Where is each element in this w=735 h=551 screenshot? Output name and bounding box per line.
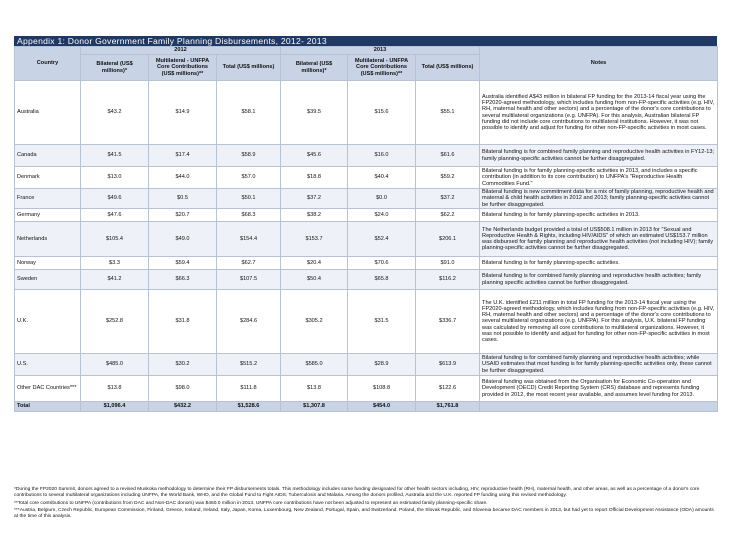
country-cell: Other DAC Countries*** [15, 376, 81, 402]
value-cell: $13.8 [81, 376, 149, 402]
table-row [15, 354, 718, 376]
value-cell: $70.6 [348, 257, 416, 270]
country-cell: Canada [15, 145, 81, 167]
value-cell: $108.8 [348, 376, 416, 402]
footnotes [14, 487, 719, 522]
table-body [15, 81, 718, 412]
country-cell: Total [15, 402, 81, 412]
value-cell: $454.0 [348, 402, 416, 412]
value-cell: $55.1 [416, 81, 480, 145]
value-cell: $57.0 [217, 167, 281, 189]
value-cell: $0.5 [149, 189, 217, 209]
country-cell: U.S. [15, 354, 81, 376]
value-cell: $284.6 [217, 290, 281, 354]
country-cell: Netherlands [15, 222, 81, 257]
footnote-1: *During the FP2020 Summit, donors agreed to a revised Muskoka methodology to determine their FP disbursements totals. This methodology includes some funding designated for other health sectors including, HIV, reproductive health (RH), maternal health, and other areas, as well as a percentage of a donor's core contributions to several multilateral organizations including UNFPA, the World Bank, WHO, and the Global Fund to Fight AIDS, Tuberculosis and Malaria. Among the donors profiled, Australia and the U.K. reported FP funding using this revised methodology. [14, 487, 700, 499]
table-row [15, 81, 718, 145]
country-cell: Denmark [15, 167, 81, 189]
value-cell: $45.6 [281, 145, 348, 167]
value-cell: $62.2 [416, 209, 480, 222]
value-cell: $305.2 [281, 290, 348, 354]
table-row [15, 167, 718, 189]
value-cell: $515.2 [217, 354, 281, 376]
value-cell: $52.4 [348, 222, 416, 257]
notes-cell: Bilateral funding is new commitment data for a mix of family planning, reproductive health and maternal & child health activities in 2012 and 2013; family planning-specific activities cannot be further disaggregated. [480, 189, 718, 209]
table-row [15, 290, 718, 354]
table-row [15, 270, 718, 290]
table-row [15, 222, 718, 257]
value-cell: $1,528.6 [217, 402, 281, 412]
value-cell: $15.6 [348, 81, 416, 145]
table-row [15, 189, 718, 209]
value-cell: $50.1 [217, 189, 281, 209]
value-cell: $68.3 [217, 209, 281, 222]
table-row [15, 376, 718, 402]
value-cell: $58.1 [217, 81, 281, 145]
notes-cell: The U.K. identified £211 million in total FP funding for the 2013-14 fiscal year using the FP2020-agreed methodology, which includes funding from non-FP-specific activities (e.g. HIV, RH, maternal health and other sectors) and a percentage of the donor's core contributions to several multilateral organizations (e.g. UNFPA). For this analysis, U.K. bilateral FP funding was calculated by removing all core contributions to multilateral organizations. However, it was not possible to identify and adjust for funding for other non-FP-specific activities in most cases. [480, 290, 718, 354]
value-cell: $50.4 [281, 270, 348, 290]
value-cell: $432.2 [149, 402, 217, 412]
table-row [15, 209, 718, 222]
notes-cell: Bilateral funding is for combined family planning and reproductive health activities; family planning specific activities cannot be further disaggregated. [480, 270, 718, 290]
table-row [15, 145, 718, 167]
value-cell: $613.9 [416, 354, 480, 376]
value-cell: $31.8 [149, 290, 217, 354]
value-cell: $39.5 [281, 81, 348, 145]
header-bilateral-2013: Bilateral (US$ millions)* [281, 55, 348, 81]
value-cell: $43.2 [81, 81, 149, 145]
value-cell: $61.6 [416, 145, 480, 167]
header-multilateral-2013: Multilateral - UNFPA Core Contributions (US$ millions)** [348, 55, 416, 81]
value-cell: $105.4 [81, 222, 149, 257]
header-country: Country [15, 47, 81, 81]
footnote-3: ***Austria, Belgium, Czech Republic, European Commission, Finland, Greece, Iceland, Ireland, Italy, Japan, Korea, Luxembourg, New Zealand, Portugal, Spain, and Switzerland. Poland, the Slovak Republic, and Slovenia became DAC members in 2013, but had yet to report Official Development Assistance (ODA) amounts at the time of this analysis. [14, 508, 714, 520]
value-cell: $31.5 [348, 290, 416, 354]
value-cell: $37.2 [416, 189, 480, 209]
notes-cell [480, 402, 718, 412]
value-cell: $1,761.8 [416, 402, 480, 412]
value-cell: $107.5 [217, 270, 281, 290]
header-multilateral-2012: Multilateral - UNFPA Core Contributions (US$ millions)** [149, 55, 217, 81]
value-cell: $1,307.8 [281, 402, 348, 412]
value-cell: $40.4 [348, 167, 416, 189]
notes-cell: Bilateral funding is for family planning-specific activities in 2013, and includes a specific contribution (in addition to its core contribution) to UNFPA's "Reproductive Health Commodities Fund." [480, 167, 718, 189]
country-cell: Sweden [15, 270, 81, 290]
header-total-2012: Total (US$ millions) [217, 55, 281, 81]
table-row [15, 257, 718, 270]
value-cell: $0.0 [348, 189, 416, 209]
table-title: Appendix 1: Donor Government Family Planning Disbursements, 2012- 2013 [14, 36, 717, 46]
country-cell: U.K. [15, 290, 81, 354]
value-cell: $252.8 [81, 290, 149, 354]
value-cell: $336.7 [416, 290, 480, 354]
country-cell: Norway [15, 257, 81, 270]
notes-cell: The Netherlands budget provided a total of US$508.1 million in 2013 for "Sexual and Reproductive Health & Rights, including HIV/AIDS" of which an estimated US$153.7 million was disbursed for family planning and reproductive health activities (not including HIV); family planning-specific activities cannot be further disaggregated. [480, 222, 718, 257]
value-cell: $66.3 [149, 270, 217, 290]
value-cell: $62.7 [217, 257, 281, 270]
notes-cell: Bilateral funding is for combined family planning and reproductive health activities in FY12-13; family planning-specific activities cannot be further disaggregated. [480, 145, 718, 167]
disbursements-table [14, 46, 718, 412]
value-cell: $111.8 [217, 376, 281, 402]
value-cell: $47.6 [81, 209, 149, 222]
header-notes: Notes [480, 47, 718, 81]
value-cell: $98.0 [149, 376, 217, 402]
value-cell: $16.0 [348, 145, 416, 167]
footnote-2: **Total core contributions to UNFPA (contributions from DAC and Non-DAC donors) was $460.0 million in 2013. UNFPA core contributions have not been adjusted to represent an estimated family planning-specific share. [14, 500, 488, 506]
value-cell: $1,096.4 [81, 402, 149, 412]
value-cell: $37.2 [281, 189, 348, 209]
appendix-table-container [14, 36, 717, 412]
header-bilateral-2012: Bilateral (US$ millions)* [81, 55, 149, 81]
value-cell: $20.4 [281, 257, 348, 270]
value-cell: $18.8 [281, 167, 348, 189]
value-cell: $91.0 [416, 257, 480, 270]
notes-cell: Bilateral funding is for combined family planning and reproductive health activities; while USAID estimates that most funding is for family planning-specific activities only, these cannot be further disaggregated. [480, 354, 718, 376]
total-row [15, 402, 718, 412]
value-cell: $28.9 [348, 354, 416, 376]
value-cell: $153.7 [281, 222, 348, 257]
notes-cell: Bilateral funding is for family planning-specific activities. [480, 257, 718, 270]
country-cell: Australia [15, 81, 81, 145]
value-cell: $206.1 [416, 222, 480, 257]
value-cell: $485.0 [81, 354, 149, 376]
value-cell: $122.6 [416, 376, 480, 402]
header-total-2013: Total (US$ millions) [416, 55, 480, 81]
value-cell: $585.0 [281, 354, 348, 376]
header-year-2012: 2012 [81, 47, 281, 55]
notes-cell: Bilateral funding is for family planning-specific activities in 2013. [480, 209, 718, 222]
notes-cell: Australia identified A$43 million in bilateral FP funding for the 2013-14 fiscal year using the FP2020-agreed methodology, which includes funding from non-FP-specific activities (e.g. HIV, RH, maternal health and other sectors) and a percentage of the donor's core contributions to several multilateral organizations (e.g. UNFPA). For this analysis, Australian bilateral FP funding did not include core contributions to multilateral institutions. However, it was not possible to identify and adjust for funding for other non-FP-specific activities in most cases. [480, 81, 718, 145]
value-cell: $41.5 [81, 145, 149, 167]
country-cell: Germany [15, 209, 81, 222]
notes-cell: Bilateral funding was obtained from the Organisation for Economic Co-operation and Development (OECD) Credit Reporting System (CRS) database and represents funding provided in 2012, the most recent year available, and assumes level funding for 2013. [480, 376, 718, 402]
value-cell: $3.3 [81, 257, 149, 270]
value-cell: $59.4 [149, 257, 217, 270]
value-cell: $30.2 [149, 354, 217, 376]
value-cell: $17.4 [149, 145, 217, 167]
header-year-2013: 2013 [281, 47, 480, 55]
value-cell: $58.9 [217, 145, 281, 167]
value-cell: $59.2 [416, 167, 480, 189]
value-cell: $20.7 [149, 209, 217, 222]
value-cell: $154.4 [217, 222, 281, 257]
value-cell: $14.9 [149, 81, 217, 145]
value-cell: $41.2 [81, 270, 149, 290]
country-cell: France [15, 189, 81, 209]
value-cell: $65.8 [348, 270, 416, 290]
value-cell: $49.6 [81, 189, 149, 209]
value-cell: $24.0 [348, 209, 416, 222]
value-cell: $116.2 [416, 270, 480, 290]
value-cell: $44.0 [149, 167, 217, 189]
value-cell: $49.0 [149, 222, 217, 257]
value-cell: $13.0 [81, 167, 149, 189]
value-cell: $38.2 [281, 209, 348, 222]
value-cell: $13.8 [281, 376, 348, 402]
